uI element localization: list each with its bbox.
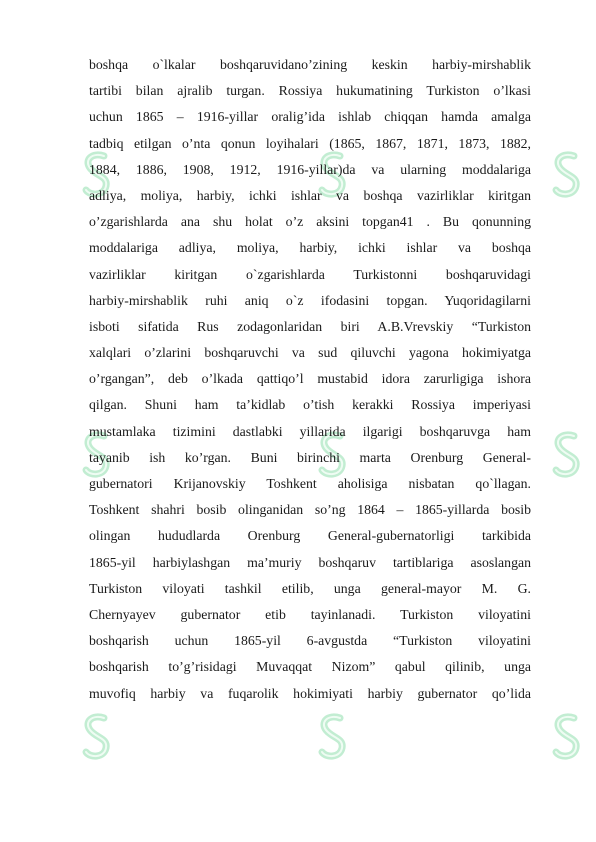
watermark-icon: [322, 717, 342, 756]
watermark-icon: [86, 717, 106, 756]
text-line: muvofiq harbiy va fuqarolik hokimiyati harbiy gubernator qo’lida: [89, 685, 531, 701]
text-line: olingan hududlarda Orenburg General-gubernatorligi tarkibida: [89, 528, 531, 544]
text-line: mustamlaka tizimini dastlabki yillarida ilgarigi boshqaruvga ham: [89, 423, 531, 439]
text-line: boshqarish to’g’risidagi Muvaqqat Nizom” qabul qilinib, unga: [89, 659, 531, 675]
text-line: adliya, moliya, harbiy, ichki ishlar va boshqa vazirliklar kiritgan: [89, 187, 531, 203]
text-line: tadbiq etilgan o’nta qonun loyihalari (1865, 1867, 1871, 1873, 1882,: [89, 135, 531, 151]
text-line: Turkiston viloyati tashkil etilib, unga general-mayor M. G.: [89, 580, 531, 596]
text-line: isboti sifatida Rus zodagonlaridan biri A.B.Vrevskiy “Turkiston: [89, 318, 531, 334]
watermark-icon: [556, 435, 576, 474]
text-line: Toshkent shahri bosib olinganidan so’ng 1864 – 1865-yillarda bosib: [89, 502, 531, 518]
text-line: xalqlari o’zlarini boshqaruvchi va sud qiluvchi yagona hokimiyatga: [89, 345, 531, 361]
text-line: uchun 1865 – 1916-yillar oralig’ida ishlab chiqqan hamda amalga: [89, 109, 531, 125]
body-paragraph: [89, 52, 531, 707]
text-line: qilgan. Shuni ham ta’kidlab o’tish kerakki Rossiya imperiyasi: [89, 397, 531, 413]
watermark-icon: [556, 717, 576, 756]
text-line: vazirliklar kiritgan o`zgarishlarda Turkistonni boshqaruvidagi: [89, 266, 531, 282]
text-line: boshqa o`lkalar boshqaruvidano’zining keskin harbiy-mirshablik: [89, 57, 531, 72]
text-line: boshqarish uchun 1865-yil 6-avgustda “Turkiston viloyatini: [89, 633, 531, 649]
text-line: gubernatori Krijanovskiy Toshkent aholisiga nisbatan qo`llagan.: [89, 476, 531, 491]
text-line: moddalariga adliya, moliya, harbiy, ichki ishlar va boshqa: [89, 240, 531, 256]
watermark-icon: [556, 155, 576, 194]
text-line: 1884, 1886, 1908, 1912, 1916-yillar)da va ularning moddalariga: [89, 161, 531, 177]
text-line: tartibi bilan ajralib turgan. Rossiya hukumatining Turkiston o’lkasi: [89, 83, 531, 99]
text-line: harbiy-mirshablik ruhi aniq o`z ifodasini topgan. Yuqoridagilarni: [89, 292, 531, 308]
text-line: o’zgarishlarda ana shu holat o’z aksini topgan41 . Bu qonunning: [89, 214, 531, 230]
text-line: tayanib ish ko’rgan. Buni birinchi marta Orenburg General-: [89, 449, 531, 465]
text-line: o’rgangan”, deb o’lkada qattiqo’l mustabid idora zarurligiga ishora: [89, 371, 531, 387]
text-line: Chernyayev gubernator etib tayinlanadi. Turkiston viloyatini: [89, 606, 531, 622]
text-line: 1865-yil harbiylashgan ma’muriy boshqaruv tartiblariga asoslangan: [89, 554, 531, 570]
